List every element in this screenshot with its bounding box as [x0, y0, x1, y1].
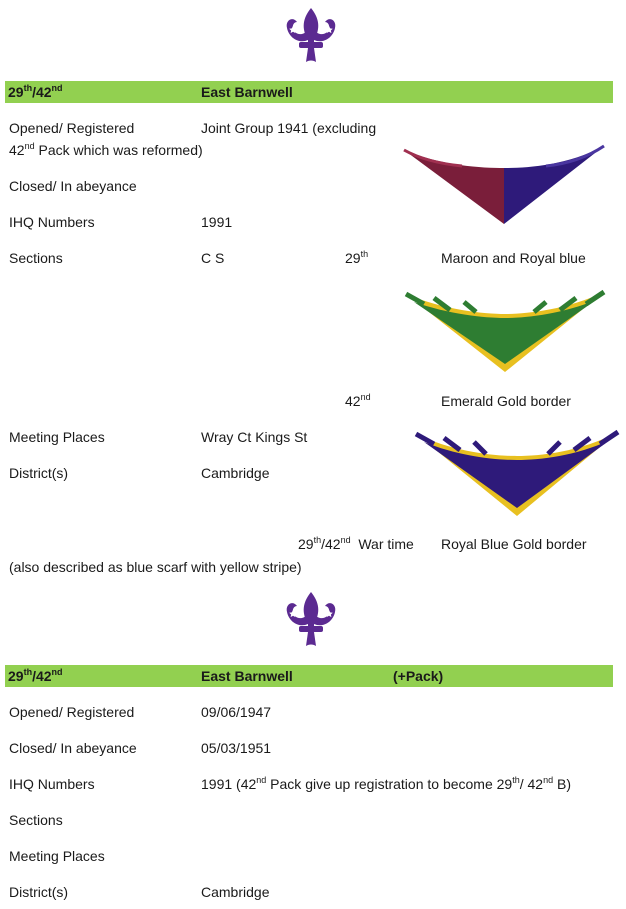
meeting-places-label: Meeting Places: [9, 848, 105, 864]
fleur-de-lis-icon: [281, 6, 341, 66]
district-label: District(s): [9, 884, 69, 900]
maroon-royal-blue-scarf-icon: [402, 138, 606, 228]
group-number: 29th/42nd: [8, 667, 63, 684]
fleur-de-lis-icon: [281, 590, 341, 650]
group-name: East Barnwell: [201, 668, 293, 684]
group-name: East Barnwell: [201, 84, 293, 100]
sections-label: Sections: [9, 250, 63, 266]
scarf-note: (also described as blue scarf with yellow stripe): [9, 559, 302, 575]
ihq-label: IHQ Numbers: [9, 214, 95, 230]
group-header-bar: [5, 81, 613, 103]
meeting-places-value: Wray Ct Kings St: [201, 429, 308, 445]
emerald-gold-scarf-icon: [404, 288, 606, 374]
opened-value-continued: 42nd Pack which was reformed): [9, 141, 203, 158]
opened-value: 09/06/1947: [201, 704, 272, 720]
ihq-label: IHQ Numbers: [9, 776, 95, 792]
opened-value: Joint Group 1941 (excluding: [201, 120, 377, 136]
scarf-label: 29th: [345, 249, 369, 266]
opened-label: Opened/ Registered: [9, 704, 135, 720]
district-value: Cambridge: [201, 465, 270, 481]
district-value: Cambridge: [201, 884, 270, 900]
closed-label: Closed/ In abeyance: [9, 178, 137, 194]
ihq-value: 1991: [201, 214, 233, 230]
sections-value: C S: [201, 250, 225, 266]
group-extra: (+Pack): [393, 668, 444, 684]
sections-label: Sections: [9, 812, 63, 828]
royal-blue-gold-scarf-icon: [414, 428, 620, 518]
opened-label: Opened/ Registered: [9, 120, 135, 136]
meeting-places-label: Meeting Places: [9, 429, 105, 445]
closed-value: 05/03/1951: [201, 740, 272, 756]
scarf-description: Emerald Gold border: [441, 393, 571, 409]
group-number: 29th/42nd: [8, 83, 63, 100]
scarf-label: 42nd: [345, 392, 371, 409]
scarf-description: Maroon and Royal blue: [441, 250, 586, 266]
ihq-value: 1991 (42nd Pack give up registration to become 29th/ 42nd B): [201, 775, 571, 792]
closed-label: Closed/ In abeyance: [9, 740, 137, 756]
scarf-label: 29th/42nd War time: [298, 535, 414, 552]
group-header-bar: [5, 665, 613, 687]
scarf-description: Royal Blue Gold border: [441, 536, 587, 552]
district-label: District(s): [9, 465, 69, 481]
